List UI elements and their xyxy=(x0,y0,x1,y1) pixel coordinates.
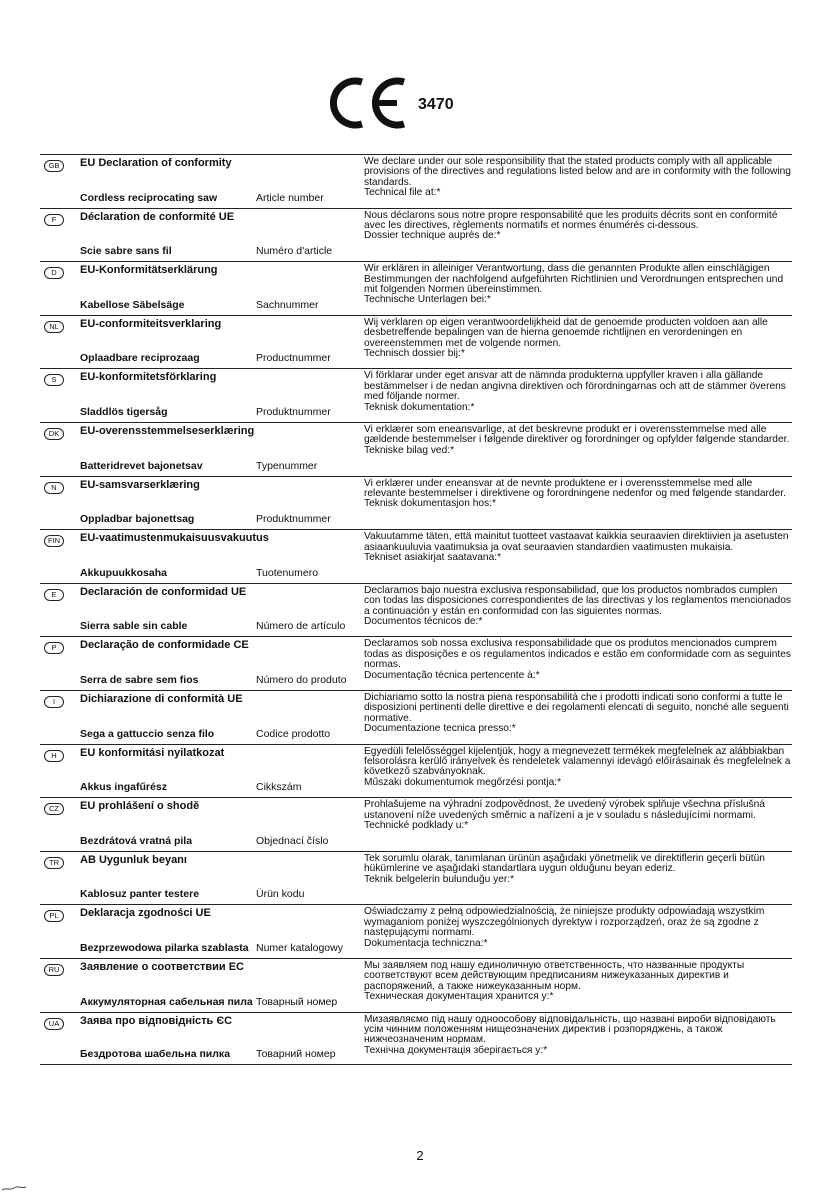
declaration-title: Declaración de conformidad UE xyxy=(80,585,247,598)
technical-file-label: Техническая документация хранится у:* xyxy=(364,991,554,1003)
declaration-title: EU-Konformitätserklärung xyxy=(80,264,218,277)
technical-file-label: Dossier technique auprès de:* xyxy=(364,230,501,242)
article-number-label: Produktnummer xyxy=(256,513,331,526)
product-name: Akkus ingafűrész xyxy=(80,781,167,794)
technical-file-label: Teknik belgelerin bulunduğu yer:* xyxy=(364,873,515,885)
declaration-row-ru xyxy=(40,958,792,1012)
country-code-badge: N xyxy=(44,482,64,494)
declaration-row-pl xyxy=(40,904,792,958)
country-code-badge: NL xyxy=(44,321,64,333)
declaration-text xyxy=(364,747,794,789)
technical-file-label: Documentação técnica pertencente à:* xyxy=(364,669,540,681)
declaration-title: EU prohlášení o shodě xyxy=(80,800,200,813)
declaration-row-f xyxy=(40,208,792,262)
declaration-row-d xyxy=(40,261,792,315)
product-name: Batteridrevet bajonetsav xyxy=(80,459,203,472)
technical-file-label: Технічна документація зберігається у:* xyxy=(364,1044,548,1056)
declaration-text xyxy=(364,211,794,242)
conformity-statement: Vakuutamme täten, että mainitut tuotteet vastaavat kaikkia seuraavien direktiivien ja asetusten asiaankuuluvia vaatimuksia ja ovat seuraavien standardien vaatimusten mukaisia. xyxy=(364,531,789,553)
technical-file-label: Technisch dossier bij:* xyxy=(364,348,465,359)
declaration-text xyxy=(364,639,794,681)
declaration-table xyxy=(40,154,792,1065)
technical-file-label: Műszaki dokumentumok megőrzési pontja:* xyxy=(364,776,562,788)
conformity-statement: Egyedüli felelősséggel kijelentjük, hogy a megnevezett termékek megfelelnek az alábbiakban felsorolásra kerülő irányelvek és rendeletek valamennyi idevágó előírásainak és megfelelnek a következő szabványoknak. xyxy=(364,745,791,778)
article-number-label: Cikkszám xyxy=(256,781,302,794)
declaration-text xyxy=(364,264,794,306)
conformity-statement: Мизаявляємо під нашу одноособову відповідальність, що названі вироби відповідають усім чинним положенням нищеозначених директив і розпоряджень, а також нижчеозначеним нормам. xyxy=(364,1013,776,1046)
product-name: Sega a gattuccio senza filo xyxy=(80,727,215,740)
technical-file-label: Tekniske bilag ved:* xyxy=(364,444,455,456)
article-number-label: Número de artículo xyxy=(256,620,346,633)
product-name: Scie sabre sans fil xyxy=(80,245,172,258)
declaration-row-e xyxy=(40,583,792,637)
product-name: Бездротова шабельна пилка xyxy=(80,1048,231,1061)
declaration-text xyxy=(364,371,794,413)
country-code-badge: H xyxy=(44,750,64,762)
ce-mark-logo xyxy=(328,76,408,130)
country-code-badge: F xyxy=(44,214,64,226)
declaration-text xyxy=(364,318,794,360)
article-number-label: Objednací číslo xyxy=(256,834,329,847)
declaration-row-p xyxy=(40,636,792,690)
page-number: 2 xyxy=(416,1148,424,1163)
declaration-row-h xyxy=(40,744,792,798)
declaration-title: Deklaracja zgodności UE xyxy=(80,907,211,920)
product-name: Serra de sabre sem fios xyxy=(80,673,199,686)
technical-file-label: Technical file at:* xyxy=(364,187,441,199)
country-code-badge: TR xyxy=(44,857,64,869)
conformity-statement: Declaramos sob nossa exclusiva responsabilidade que os produtos mencionados cumprem todas as disposições e os regulamentos indicados e estão em conformidade com as seguintes normas. xyxy=(364,638,791,671)
country-code-badge: I xyxy=(44,696,64,708)
product-name: Bezprzewodowa pilarka szablasta xyxy=(80,941,249,954)
declaration-text xyxy=(364,157,794,199)
declaration-text xyxy=(364,854,794,885)
country-code-badge: DK xyxy=(44,428,64,440)
conformity-statement: Wir erklären in alleiniger Verantwortung, dass die genannten Produkte allen einschlägigen Bestimmungen der nachfolgend aufgeführten Richtlinien und Verordnungen entsprechen und mit folgenden Normen übereinstimmen. xyxy=(364,263,784,295)
technical-file-label: Tekniset asiakirjat saatavana:* xyxy=(364,551,502,563)
conformity-statement: We declare under our sole responsibility that the stated products comply with all applicable provisions of the directives and regulations listed below and are in conformity with the following standards. xyxy=(364,156,791,188)
product-name: Oppladbar bajonettsag xyxy=(80,513,195,526)
country-code-badge: FIN xyxy=(44,535,64,547)
article-number-label: Товарний номер xyxy=(256,1048,336,1061)
declaration-text xyxy=(364,1015,794,1057)
declaration-title: EU-samsvarserklæring xyxy=(80,478,200,491)
product-name: Cordless reciprocating saw xyxy=(80,191,218,204)
country-code-badge: RU xyxy=(44,964,64,976)
conformity-statement: Vi förklarar under eget ansvar att de nämnda produkterna uppfyller kraven i alla gällande bestämmelser i de nedan angivna direktiven och förordningarnas och att de stämmer överens med följande normer. xyxy=(364,370,786,403)
declaration-title: Заявление о соответствии ЕС xyxy=(80,960,244,973)
conformity-statement: Vi erklærer som eneansvarlige, at det beskrevne produkt er i overensstemmelse med alle gældende bestemmelser i følgende direktiver og forordninger og opfylder følgende standarder. xyxy=(364,423,790,446)
article-number-label: Tuotenumero xyxy=(256,566,319,579)
declaration-title: EU-overensstemmelseserklæring xyxy=(80,424,255,437)
declaration-row-nl xyxy=(40,315,792,369)
country-code-badge: UA xyxy=(44,1018,64,1030)
declaration-row-fin xyxy=(40,529,792,583)
conformity-statement: Prohlašujeme na výhradní zodpovědnost, že uvedený výrobek splňuje všechna příslušná ustanovení níže uvedených směrnic a nařízení a je v souladu s následujícími normami. xyxy=(364,799,765,821)
declaration-title: Declaração de conformidade CE xyxy=(80,639,249,652)
product-name: Kablosuz panter testere xyxy=(80,888,200,901)
article-number-label: Numer katalogowy xyxy=(256,941,343,954)
conformity-statement: Dichiariamo sotto la nostra piena responsabilità che i prodotti indicati sono conformi a tutte le disposizioni pertinenti delle direttive e dei regolamenti elencati di seguito, nonché alle seguenti normative. xyxy=(364,691,789,724)
declaration-title: EU-conformiteitsverklaring xyxy=(80,317,222,330)
declaration-title: Déclaration de conformité UE xyxy=(80,210,235,223)
declaration-row-dk xyxy=(40,422,792,476)
declaration-title: EU Declaration of conformity xyxy=(80,157,232,169)
article-number-label: Produktnummer xyxy=(256,405,331,418)
declaration-row-ua xyxy=(40,1012,792,1066)
declaration-row-cz xyxy=(40,797,792,851)
technical-file-label: Dokumentacja techniczna:* xyxy=(364,937,488,949)
conformity-statement: Declaramos bajo nuestra exclusiva responsabilidad, que los productos nombrados cumplen con todas las disposiciones correspondientes de las directivas y los reglamentos mencionados a continuación y están en conformidad con las siguientes normas. xyxy=(364,584,791,617)
declaration-text xyxy=(364,532,794,563)
country-code-badge: GB xyxy=(44,160,64,172)
declaration-text xyxy=(364,907,794,949)
article-number-label: Codice prodotto xyxy=(256,727,331,740)
country-code-badge: CZ xyxy=(44,803,64,815)
declaration-title: EU-vaatimustenmukaisuusvakuutus xyxy=(80,532,269,545)
corner-scribble xyxy=(0,1184,30,1192)
conformity-statement: Nous déclarons sous notre propre responsabilité que les produits décrits sont en conformité avec les directives, règlements normatifs et normes énumérés ci-dessous. xyxy=(364,209,778,231)
product-name: Sladdlös tigersåg xyxy=(80,405,168,418)
declaration-title: EU konformitási nyilatkozat xyxy=(80,746,225,759)
article-number-label: Productnummer xyxy=(256,352,331,365)
conformity-statement: Vi erklærer under eneansvar at de nevnte produktene er i overensstemmelse med alle relevante bestemmelser i direktivene og forordningene nedenfor og med følgende standarder. xyxy=(364,477,786,499)
declaration-title: Dichiarazione di conformità UE xyxy=(80,692,243,705)
product-name: Аккумуляторная сабельная пила xyxy=(80,995,253,1008)
technical-file-label: Documentazione tecnica presso:* xyxy=(364,723,516,735)
country-code-badge: D xyxy=(44,267,64,279)
conformity-statement: Oświadczamy z pełną odpowiedzialnością, że niniejsze produkty odpowiadają wszystkim wymaganiom poniżej wyszczególnionych dyrektyw i rozporządzeń, oraz że są zgodne z następującymi normami. xyxy=(364,906,765,939)
country-code-badge: S xyxy=(44,374,64,386)
technical-file-label: Technische Unterlagen bei:* xyxy=(364,294,491,306)
technical-file-label: Teknisk dokumentation:* xyxy=(364,401,475,413)
article-number-label: Ürün kodu xyxy=(256,888,305,901)
technical-file-label: Technické podklady u:* xyxy=(364,819,469,831)
article-number-label: Sachnummer xyxy=(256,298,319,311)
declaration-row-n xyxy=(40,476,792,530)
article-number-label: Numéro d'article xyxy=(256,245,333,258)
declaration-title: Заява про відповідність ЄС xyxy=(80,1014,233,1027)
technical-file-label: Teknisk dokumentasjon hos:* xyxy=(364,498,496,510)
declaration-text xyxy=(364,693,794,735)
country-code-badge: P xyxy=(44,642,64,654)
product-name: Oplaadbare reciprozaag xyxy=(80,352,200,365)
product-name: Kabellose Säbelsäge xyxy=(80,298,185,311)
product-name: Sierra sable sin cable xyxy=(80,620,188,633)
conformity-statement: Tek sorumlu olarak, tanımlanan ürünün aşağıdaki yönetmelik ve direktiflerin geçerli bütün hükümlerine ve aşağıdaki standartlara uygun olduğunu beyan ederiz. xyxy=(364,852,765,875)
declaration-text xyxy=(364,800,794,831)
declaration-row-gb xyxy=(40,154,792,208)
country-code-badge: E xyxy=(44,589,64,601)
article-number-label: Número do produto xyxy=(256,673,347,686)
declaration-row-tr xyxy=(40,851,792,905)
declaration-row-s xyxy=(40,368,792,422)
technical-file-label: Documentos técnicos de:* xyxy=(364,615,483,627)
conformity-statement: Wij verklaren op eigen verantwoordelijkheid dat de genoemde producten voldoen aan alle desbetreffende bepalingen van de hierna genoemde richtlijnen en verordeningen en overeenstemmen met de volgende normen. xyxy=(364,316,768,349)
declaration-text xyxy=(364,586,794,628)
article-number-label: Article number xyxy=(256,191,324,204)
declaration-title: AB Uygunluk beyanı xyxy=(80,853,187,866)
declaration-text xyxy=(364,961,794,1003)
country-code-badge: PL xyxy=(44,910,64,922)
conformity-statement: Мы заявляем под нашу единоличную ответственность, что названные продукты соответствуют всем действующим предписаниям нижеуказанных директив и распоряжений, а также нижеуказанным норм. xyxy=(364,959,745,992)
declaration-text xyxy=(364,425,794,456)
article-number-label: Typenummer xyxy=(256,459,318,472)
declaration-title: EU-konformitetsförklaring xyxy=(80,371,217,384)
product-name: Akkupuukkosaha xyxy=(80,566,167,579)
product-name: Bezdrátová vratná pila xyxy=(80,834,193,847)
article-number-label: Товарный номер xyxy=(256,995,338,1008)
declaration-text xyxy=(364,479,794,510)
notified-body-number: 3470 xyxy=(418,96,454,113)
declaration-row-i xyxy=(40,690,792,744)
